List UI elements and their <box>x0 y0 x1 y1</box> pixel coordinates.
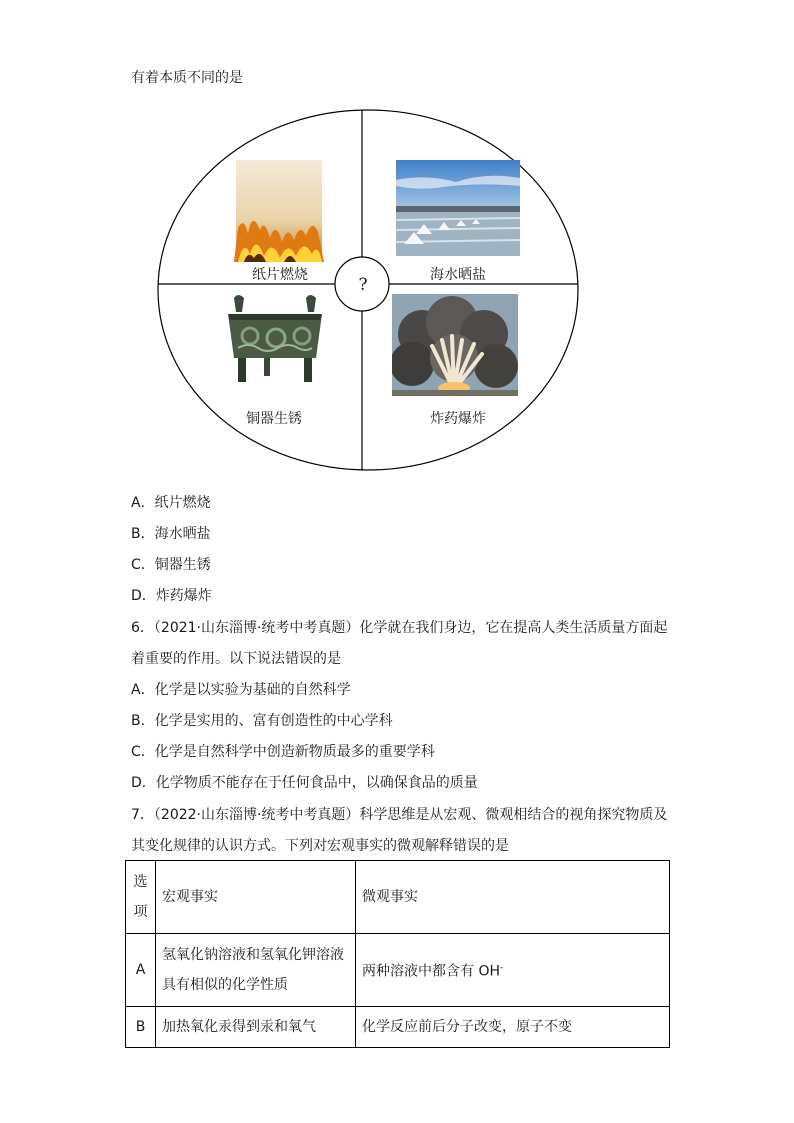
q5-option-d[interactable]: D．炸药爆炸 <box>131 588 212 604</box>
table-row <box>126 934 670 1007</box>
question-continuation: 有着本质不同的是 <box>131 70 243 86</box>
q6-option-d[interactable]: D．化学物质不能存在于任何食品中，以确保食品的质量 <box>131 775 478 791</box>
macro-micro-table <box>125 860 670 1048</box>
table-header-row <box>126 861 670 934</box>
explosion-photo <box>392 294 518 396</box>
panel-caption-bronze: 铜器生锈 <box>246 411 302 427</box>
q6-option-c[interactable]: C．化学是自然科学中创造新物质最多的重要学科 <box>131 744 435 760</box>
panel-caption-explosion: 炸药爆炸 <box>430 411 486 427</box>
q7-stem-line2: 其变化规律的认识方式。下列对宏观事实的微观解释错误的是 <box>131 838 509 854</box>
header-option: 选 项 <box>126 861 156 934</box>
q5-option-a[interactable]: A．纸片燃烧 <box>131 495 211 511</box>
q6-stem-line1: 6．（2021·山东淄博·统考中考真题）化学就在我们身边，它在提高人类生活质量方面起 <box>131 620 668 636</box>
row-micro-fact: 两种溶液中都含有 OH- <box>356 934 670 1007</box>
row-micro-fact: 化学反应前后分子改变，原子不变 <box>356 1007 670 1048</box>
change-types-figure <box>156 108 580 472</box>
header-micro: 微观事实 <box>356 861 670 934</box>
q5-option-b[interactable]: B．海水晒盐 <box>131 526 211 542</box>
q7-stem-line1: 7．（2022·山东淄博·统考中考真题）科学思维是从宏观、微观相结合的视角探究物质及 <box>131 807 668 823</box>
table-row <box>126 1007 670 1048</box>
q6-option-b[interactable]: B．化学是实用的、富有创造性的中心学科 <box>131 713 393 729</box>
salt-pans-photo <box>396 160 520 256</box>
burning-paper-photo <box>234 158 324 262</box>
q5-option-c[interactable]: C．铜器生锈 <box>131 557 211 573</box>
question-mark: ? <box>358 275 368 295</box>
q6-stem-line2: 着重要的作用。以下说法错误的是 <box>131 651 341 667</box>
row-macro-fact: 氢氧化钠溶液和氢氧化钾溶液 具有相似的化学性质 <box>156 934 356 1007</box>
panel-caption-burning-paper: 纸片燃烧 <box>252 267 308 283</box>
panel-caption-salt-pans: 海水晒盐 <box>430 267 486 283</box>
q6-option-a[interactable]: A．化学是以实验为基础的自然科学 <box>131 682 351 698</box>
row-macro-fact: 加热氧化汞得到汞和氧气 <box>156 1007 356 1048</box>
rusted-bronze-vessel-photo <box>220 292 330 386</box>
row-option-label: A <box>126 934 156 1007</box>
row-option-label: B <box>126 1007 156 1048</box>
header-macro: 宏观事实 <box>156 861 356 934</box>
